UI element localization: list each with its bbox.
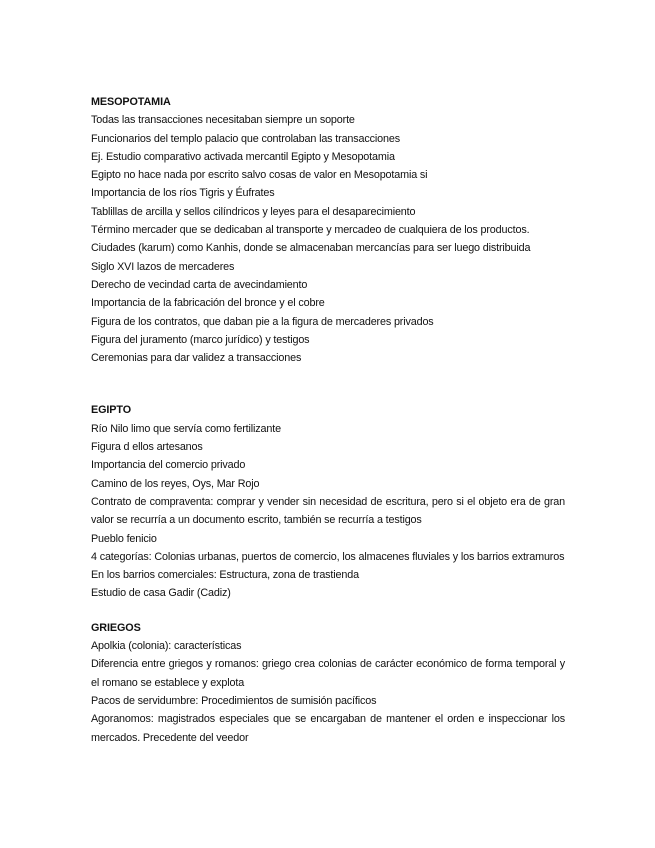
section-title: MESOPOTAMIA (91, 96, 171, 108)
text-paragraph: Término mercader que se dedicaban al transporte y mercadeo de cualquiera de los productos. (91, 224, 530, 237)
text-line: Importancia del comercio privado (91, 459, 246, 472)
text-line: Tablillas de arcilla y sellos cilíndricos y leyes para el desaparecimiento (91, 205, 416, 218)
section-mesopotamia (91, 93, 565, 367)
text-line: Pueblo fenicio (91, 532, 157, 545)
text-line: Figura de los contratos, que daban pie a la figura de mercaderes privados (91, 315, 434, 328)
text-line: Funcionarios del templo palacio que controlaban las transacciones (91, 132, 400, 145)
text-paragraph: Diferencia entre griegos y romanos: griego crea colonias de carácter económico de forma temporal y el romano se establece y explota (91, 658, 565, 689)
text-line: Todas las transacciones necesitaban siempre un soporte (91, 114, 355, 127)
text-paragraph: Agoranomos: magistrados especiales que se encargaban de mantener el orden e inspeccionar los mercados. Precedente del veedor (91, 713, 565, 744)
section-title: EGIPTO (91, 404, 131, 417)
text-line: Figura del juramento (marco jurídico) y testigos (91, 333, 310, 346)
text-paragraph: Ciudades (karum) como Kanhis, donde se almacenaban mercancías para ser luego distribuida (91, 242, 531, 255)
text-line: Egipto no hace nada por escrito salvo cosas de valor en Mesopotamia si (91, 169, 428, 182)
text-line: Río Nilo limo que servía como fertilizante (91, 422, 281, 435)
section-spacer (91, 603, 565, 619)
section-title: GRIEGOS (91, 621, 141, 634)
text-line: Figura d ellos artesanos (91, 441, 203, 454)
text-line: Ceremonias para dar validez a transacciones (91, 352, 302, 365)
text-paragraph: Contrato de compraventa: comprar y vender sin necesidad de escritura, pero si el objeto era de gran valor se recurría a un documento escrito, también se recurría a testigos (91, 495, 565, 527)
text-line: Camino de los reyes, Oys, Mar Rojo (91, 477, 260, 490)
text-line: Siglo XVI lazos de mercaderes (91, 260, 235, 273)
text-line: Importancia de los ríos Tigris y Éufrates (91, 187, 275, 200)
text-paragraph: 4 categorías: Colonias urbanas, puertos de comercio, los almacenes fluviales y los barrios extramuros (91, 550, 565, 563)
text-line: Ej. Estudio comparativo activada mercantil Egipto y Mesopotamia (91, 150, 395, 163)
section-egipto (91, 401, 565, 602)
text-line: Importancia de la fabricación del bronce y el cobre (91, 297, 325, 310)
section-griegos (91, 619, 565, 747)
section-spacer (91, 367, 565, 401)
document-page (91, 93, 565, 747)
text-line: Pacos de servidumbre: Procedimientos de sumisión pacíficos (91, 694, 377, 707)
text-line: Estudio de casa Gadir (Cadiz) (91, 587, 231, 600)
text-line: Apolkia (colonia): características (91, 640, 242, 653)
text-line: Derecho de vecindad carta de avecindamiento (91, 278, 308, 291)
text-line: En los barrios comerciales: Estructura, zona de trastienda (91, 569, 359, 582)
